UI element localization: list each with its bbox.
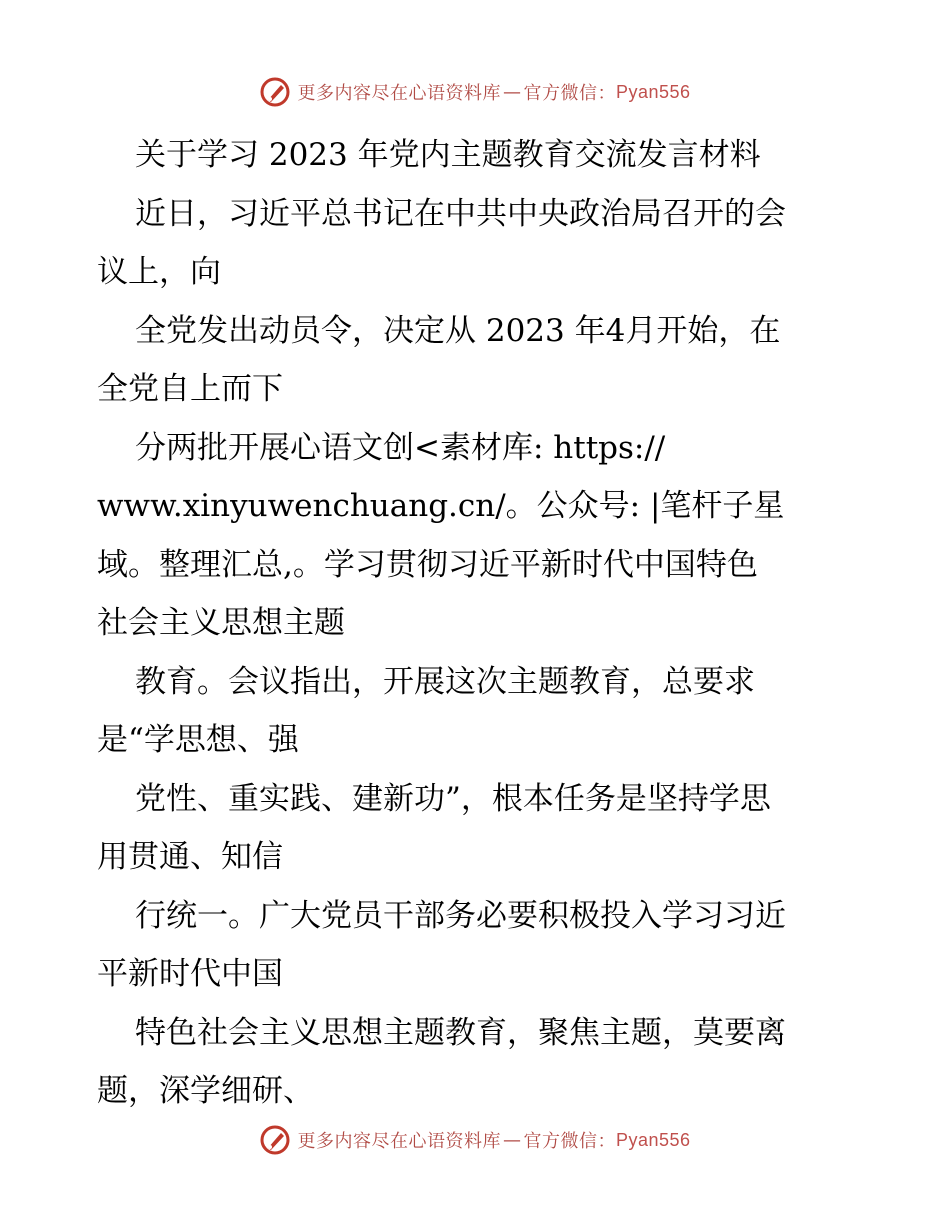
- footer-watermark-banner: [0, 1120, 950, 1160]
- paragraph-line: 社会主义思想主题: [97, 605, 345, 641]
- paragraph-line: 特色社会主义思想主题教育，聚焦主题，莫要离: [135, 1014, 786, 1051]
- paragraph-line: 党性、重实践、建新功”，根本任务是坚持学思: [135, 780, 771, 817]
- paragraph-line: 议上，向: [97, 254, 221, 290]
- paragraph-line: 行统一。广大党员干部务必要积极投入学习习近: [135, 897, 786, 934]
- banner-dash: —: [502, 1129, 522, 1151]
- pen-logo-icon: [259, 76, 291, 108]
- banner-account: Pyan556: [615, 1129, 691, 1150]
- document-body: [97, 126, 857, 1121]
- banner-account: Pyan556: [615, 81, 691, 102]
- header-watermark-banner: [0, 72, 950, 112]
- paragraph-line: 分两批开展心语文创<素材库: https://: [135, 429, 666, 466]
- paragraph-line: 教育。会议指出，开展这次主题教育，总要求: [135, 663, 755, 700]
- paragraph-line: 题，深学细研、: [97, 1073, 314, 1109]
- banner-wechat-label: 官方微信：: [523, 83, 616, 104]
- banner-title: 更多内容尽在心语资料库: [297, 83, 501, 104]
- banner-wechat-label: 官方微信：: [523, 1131, 616, 1152]
- pen-logo-icon: [259, 1124, 291, 1156]
- document-title: 关于学习 2023 年党内主题教育交流发言材料: [135, 137, 761, 173]
- paragraph-line: 全党自上而下: [97, 371, 283, 407]
- paragraph-line: 域。整理汇总,。学习贯彻习近平新时代中国特色: [97, 546, 758, 583]
- paragraph-line: 用贯通、知信: [97, 839, 283, 875]
- paragraph-line: 是“学思想、强: [97, 722, 299, 758]
- banner-dash: —: [502, 81, 522, 103]
- banner-title: 更多内容尽在心语资料库: [297, 1131, 501, 1152]
- paragraph-line: 全党发出动员令，决定从 2023 年4月开始，在: [135, 312, 781, 349]
- paragraph-line: 平新时代中国: [97, 956, 283, 992]
- paragraph-line: www.xinyuwenchuang.cn/。公众号: |笔杆子星: [97, 488, 785, 524]
- paragraph-line: 近日，习近平总书记在中共中央政治局召开的会: [135, 195, 786, 232]
